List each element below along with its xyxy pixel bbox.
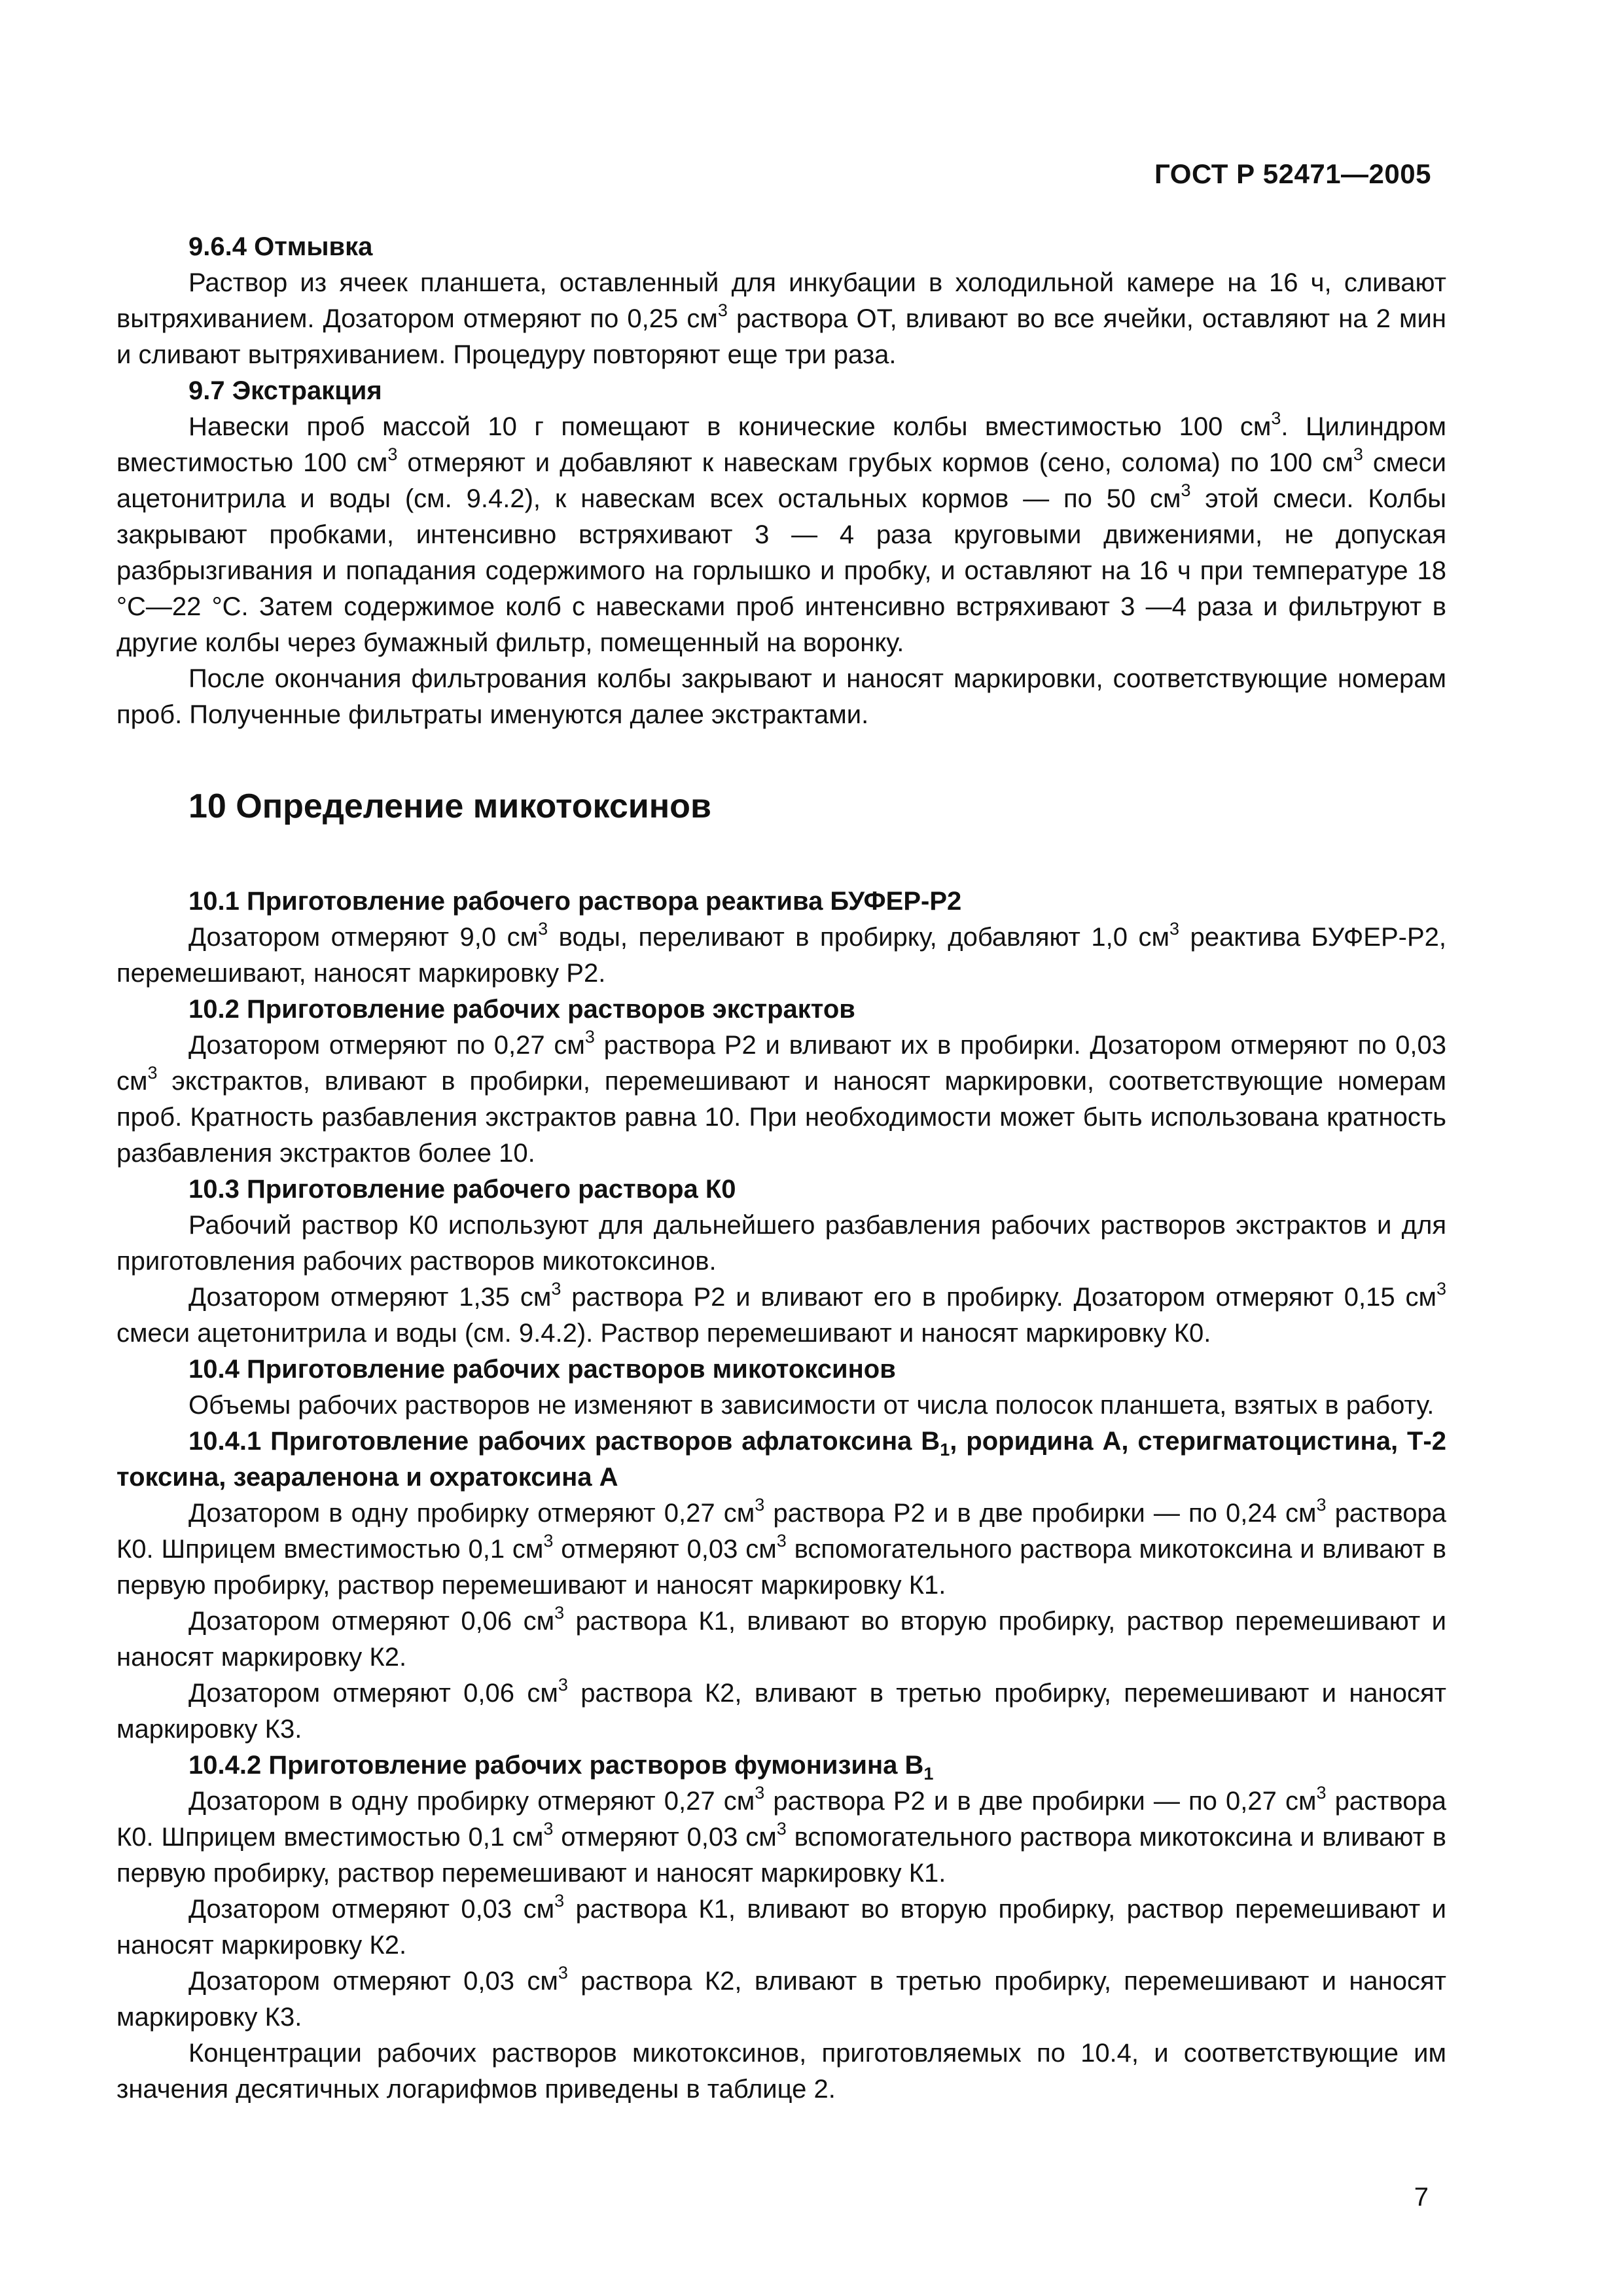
paragraph-10-4-2-1 bbox=[116, 1784, 1446, 1892]
text-run: раствора ОТ, вливают во все ячейки, оставляют на 2 мин и сливают вытряхиванием. Процедуру повторяют еще три раза. bbox=[116, 304, 1446, 369]
paragraph-9-7-2: После окончания фильтрования колбы закрывают и наносят маркировки, соответствующие номерам проб. Полученные фильтраты именуются далее экстрактами. bbox=[116, 664, 1446, 729]
text-run: раствора К2, вливают в третью пробирку, перемешивают и наносят маркировку К3. bbox=[116, 1679, 1446, 1744]
superscript: 3 bbox=[755, 1495, 765, 1515]
text-run: этой смеси. Колбы закрывают пробками, интенсивно встряхивают 3 — 4 раза круговыми движениями, не допуская разбрызгивания и попадания содержимого на горлышко и пробку, и оставляют на 16 ч при температуре 18 °С—22 °С. Затем содержимое колб с навесками проб интенсивно встряхивают 3 —4 раза и фильтруют в другие колбы через бумажный фильтр, помещенный на воронку. bbox=[116, 484, 1446, 657]
superscript: 3 bbox=[543, 1531, 554, 1551]
text-run: смеси ацетонитрила и воды (см. 9.4.2), к навескам всех остальных кормов — по 50 см bbox=[116, 448, 1447, 513]
superscript: 3 bbox=[776, 1531, 787, 1551]
paragraph-10-4-2-2 bbox=[116, 1892, 1446, 1964]
text-run: Навески проб массой 10 г помещают в конические колбы вместимостью 100 см bbox=[188, 412, 1272, 441]
section-title-10-2: 10.2 Приготовление рабочих растворов экстрактов bbox=[188, 995, 855, 1024]
text-run: раствора К1, вливают во вторую пробирку, раствор перемешивают и наносят маркировку К2. bbox=[116, 1895, 1446, 1960]
section-title-9-6-4: 9.6.4 Отмывка bbox=[188, 232, 373, 261]
chapter-title-10: 10 Определение микотоксинов bbox=[188, 787, 711, 825]
paragraph-10-2 bbox=[116, 1028, 1446, 1172]
text-run: раствора К0. Шприцем вместимостью 0,1 см bbox=[116, 1499, 1446, 1564]
document-id-header: ГОСТ Р 52471—2005 bbox=[1154, 158, 1431, 189]
section-title-9-7: 9.7 Экстракция bbox=[188, 376, 382, 405]
superscript: 3 bbox=[584, 1027, 595, 1047]
paragraph-9-7-1 bbox=[116, 409, 1446, 661]
superscript: 3 bbox=[551, 1279, 562, 1299]
text-run: 10.4.1 Приготовление рабочих растворов афлатоксина B bbox=[188, 1427, 940, 1456]
text-run: Дозатором в одну пробирку отмеряют 0,27 см bbox=[188, 1499, 755, 1528]
text-run: раствора К1, вливают во вторую пробирку, раствор перемешивают и наносят маркировку К2. bbox=[116, 1607, 1446, 1672]
text-run: Дозатором в одну пробирку отмеряют 0,27 см bbox=[188, 1787, 755, 1816]
text-run: реактива БУФЕР-Р2, перемешивают, наносят маркировку Р2. bbox=[116, 923, 1446, 988]
paragraph-10-4-1-3 bbox=[116, 1676, 1446, 1748]
section-title-10-4: 10.4 Приготовление рабочих растворов микотоксинов bbox=[188, 1355, 896, 1384]
paragraph-9-6-4 bbox=[116, 265, 1446, 373]
text-run: Дозатором отмеряют 0,06 см bbox=[188, 1679, 558, 1708]
section-title-10-4-2 bbox=[116, 1748, 1446, 1784]
subscript: 1 bbox=[923, 1764, 934, 1784]
text-run: отмеряют 0,03 см bbox=[553, 1535, 777, 1564]
text-run: Дозатором отмеряют 9,0 см bbox=[188, 923, 539, 952]
text-run: раствора К2, вливают в третью пробирку, перемешивают и наносят маркировку К3. bbox=[116, 1967, 1446, 2032]
text-run: раствора Р2 и в две пробирки — по 0,24 см bbox=[764, 1499, 1317, 1528]
superscript: 3 bbox=[387, 444, 398, 464]
text-run: вспомогательного раствора микотоксина и вливают в первую пробирку, раствор перемешивают и наносят маркировку К1. bbox=[116, 1535, 1447, 1600]
superscript: 3 bbox=[1436, 1279, 1446, 1299]
text-run: Дозатором отмеряют 0,03 см bbox=[188, 1967, 558, 1996]
superscript: 3 bbox=[1181, 480, 1191, 500]
text-run: отмеряют и добавляют к навескам грубых кормов (сено, солома) по 100 см bbox=[397, 448, 1353, 477]
superscript: 3 bbox=[558, 1963, 568, 1982]
text-run: отмеряют 0,03 см bbox=[553, 1823, 777, 1852]
superscript: 3 bbox=[1169, 919, 1180, 939]
superscript: 3 bbox=[554, 1891, 565, 1910]
text-run: Дозатором отмеряют 0,03 см bbox=[188, 1895, 555, 1924]
text-run: . Цилиндром вместимостью 100 см bbox=[116, 412, 1447, 477]
paragraph-10-3-1: Рабочий раствор К0 используют для дальнейшего разбавления рабочих растворов экстрактов и для приготовления рабочих растворов микотоксинов. bbox=[116, 1211, 1446, 1276]
superscript: 3 bbox=[554, 1603, 565, 1623]
superscript: 3 bbox=[558, 1675, 568, 1695]
text-run: экстрактов, вливают в пробирки, перемешивают и наносят маркировки, соответствующие номерам проб. Кратность разбавления экстрактов равна 10. При необходимости может быть использована кратность разбавления экстрактов более 10. bbox=[116, 1067, 1446, 1168]
page-number: 7 bbox=[1414, 2183, 1429, 2212]
section-title-10-4-1 bbox=[116, 1424, 1446, 1496]
paragraph-10-4: Объемы рабочих растворов не изменяют в зависимости от числа полосок планшета, взятых в работу. bbox=[188, 1391, 1435, 1420]
page-content bbox=[116, 229, 1446, 2108]
text-run: раствора Р2 и вливают их в пробирки. Дозатором отмеряют по 0,03 см bbox=[116, 1031, 1446, 1096]
text-run: Дозатором отмеряют 0,06 см bbox=[188, 1607, 555, 1636]
superscript: 3 bbox=[755, 1783, 765, 1803]
superscript: 3 bbox=[776, 1819, 787, 1839]
section-title-10-3: 10.3 Приготовление рабочего раствора К0 bbox=[188, 1175, 736, 1204]
text-run: смеси ацетонитрила и воды (см. 9.4.2). Раствор перемешивают и наносят маркировку К0. bbox=[116, 1319, 1211, 1348]
text-run: 10.4.2 Приготовление рабочих растворов фумонизина B bbox=[188, 1751, 924, 1780]
superscript: 3 bbox=[717, 300, 728, 320]
text-run: раствора Р2 и в две пробирки — по 0,27 см bbox=[764, 1787, 1317, 1816]
superscript: 3 bbox=[543, 1819, 554, 1839]
superscript: 3 bbox=[1271, 408, 1281, 428]
text-run: раствора Р2 и вливают его в пробирку. Дозатором отмеряют 0,15 см bbox=[561, 1283, 1436, 1312]
paragraph-10-4-1-1 bbox=[116, 1496, 1446, 1604]
paragraph-10-1 bbox=[116, 920, 1446, 992]
superscript: 3 bbox=[1353, 444, 1363, 464]
section-title-10-1: 10.1 Приготовление рабочего раствора реактива БУФЕР-Р2 bbox=[188, 887, 962, 916]
text-run: вспомогательного раствора микотоксина и вливают в первую пробирку, раствор перемешивают и наносят маркировку К1. bbox=[116, 1823, 1447, 1888]
superscript: 3 bbox=[1316, 1495, 1327, 1515]
superscript: 3 bbox=[538, 919, 548, 939]
superscript: 3 bbox=[1316, 1783, 1327, 1803]
paragraph-10-4-2-3 bbox=[116, 1964, 1446, 2036]
paragraph-10-3-2 bbox=[116, 1280, 1446, 1352]
text-run: Дозатором отмеряют 1,35 см bbox=[188, 1283, 552, 1312]
paragraph-10-4-2-4: Концентрации рабочих растворов микотоксинов, приготовляемых по 10.4, и соответствующие им значения десятичных логарифмов приведены в таблице 2. bbox=[116, 2039, 1446, 2104]
text-run: Раствор из ячеек планшета, оставленный для инкубации в холодильной камере на 16 ч, сливают вытряхиванием. Дозатором отмеряют по 0,25 см bbox=[116, 268, 1446, 333]
text-run: раствора К0. Шприцем вместимостью 0,1 см bbox=[116, 1787, 1446, 1852]
paragraph-10-4-1-2 bbox=[116, 1604, 1446, 1676]
text-run: Дозатором отмеряют по 0,27 см bbox=[188, 1031, 585, 1060]
subscript: 1 bbox=[940, 1440, 950, 1460]
text-run: воды, переливают в пробирку, добавляют 1,0 см bbox=[548, 923, 1169, 952]
superscript: 3 bbox=[147, 1063, 158, 1083]
text-run: , роридина А, стеригматоцистина, Т-2 токсина, зеараленона и охратоксина А bbox=[116, 1427, 1446, 1492]
